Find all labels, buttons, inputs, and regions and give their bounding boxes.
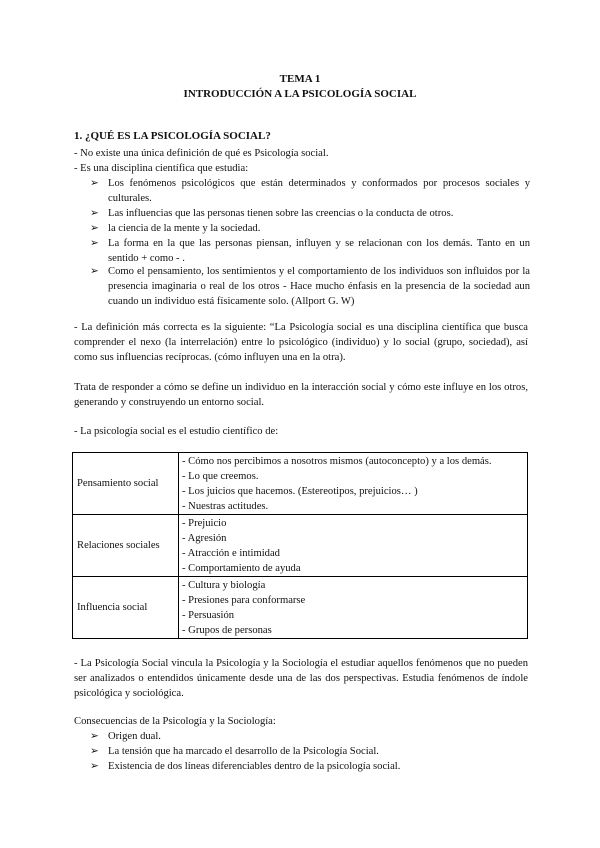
bullet-text: La forma en la que las personas piensan, influyen y se relacionan con los demás. Tanto en un sentido + como - . bbox=[108, 238, 530, 264]
list-item: - Persuasión bbox=[182, 609, 235, 621]
list-item: - Cultura y biología bbox=[182, 579, 266, 591]
bullet-arrow-icon: ➢ bbox=[90, 178, 99, 189]
section-heading: 1. ¿QUÉ ES LA PSICOLOGÍA SOCIAL? bbox=[74, 130, 271, 142]
definition-paragraph: - La definición más correcta es la siguiente: “La Psicología social es una disciplina científica que busca comprender el nexo (la interrelación) entre lo psicológico (individuo) y lo social (grupo, sociedad), así como sus influencias recíprocas. (cómo influyen una en la otra). bbox=[74, 322, 528, 363]
bullet-item bbox=[90, 729, 530, 744]
bullet-text: La tensión que ha marcado el desarrollo de la Psicología Social. bbox=[108, 746, 379, 757]
list-item: - Cómo nos percibimos a nosotros mismos (autoconcepto) y a los demás. bbox=[182, 455, 492, 467]
paragraph-vincula: - La Psicología Social vincula la Psicología y la Sociología el estudiar aquellos fenómenos que no pueden ser analizados o entendidos únicamente desde una de las dos perspectivas. Estudia fenómenos de índole psicológica y sociológica. bbox=[74, 658, 528, 699]
row-label: Pensamiento social bbox=[73, 453, 179, 515]
table-row bbox=[73, 577, 528, 639]
bullet-arrow-icon: ➢ bbox=[90, 223, 99, 234]
list-item: - Atracción e intimidad bbox=[182, 547, 280, 559]
bullet-item bbox=[90, 264, 530, 309]
bullet-text: la ciencia de la mente y la sociedad. bbox=[108, 223, 261, 234]
list-item: - Agresión bbox=[182, 532, 227, 544]
bullet-text: Las influencias que las personas tienen sobre las creencias o la conducta de otros. bbox=[108, 208, 454, 219]
bullet-item bbox=[90, 759, 530, 774]
bullet-arrow-icon: ➢ bbox=[90, 208, 99, 219]
list-item: - Grupos de personas bbox=[182, 624, 272, 636]
list-item: - Los juicios que hacemos. (Estereotipos, prejuicios… ) bbox=[182, 485, 418, 497]
row-items bbox=[179, 577, 528, 639]
row-items bbox=[179, 515, 528, 577]
bullet-arrow-icon: ➢ bbox=[90, 238, 99, 249]
bullet-arrow-icon: ➢ bbox=[90, 761, 99, 772]
table-row bbox=[73, 453, 528, 515]
list-item: - Comportamiento de ayuda bbox=[182, 562, 301, 574]
list-item: - Lo que creemos. bbox=[182, 470, 259, 482]
list-item: - Presiones para conformarse bbox=[182, 594, 306, 606]
paragraph-trata: Trata de responder a cómo se define un individuo en la interacción social y cómo este influye en los otros, generando y construyendo un entorno social. bbox=[74, 382, 528, 408]
intro-line-1: - No existe una única definición de qué es Psicología social. bbox=[74, 148, 329, 159]
table-row bbox=[73, 515, 528, 577]
bullet-text: Como el pensamiento, los sentimientos y el comportamiento de los individuos son influidos por la presencia imaginaria o real de los otros - Hace mucho énfasis en la presencia de la sociedad aun cuando un individuo está físicamente solo. (Allport G. W) bbox=[108, 266, 530, 307]
doc-title-line1: TEMA 1 bbox=[279, 73, 321, 85]
list-item: - Prejuicio bbox=[182, 517, 227, 529]
list-item: - Nuestras actitudes. bbox=[182, 500, 269, 512]
bullet-arrow-icon: ➢ bbox=[90, 731, 99, 742]
consecuencias-heading: Consecuencias de la Psicología y la Sociología: bbox=[74, 716, 276, 727]
intro-line-2: - Es una disciplina científica que estudia: bbox=[74, 163, 249, 174]
bullet-item bbox=[90, 744, 530, 759]
bullet-text: Existencia de dos líneas diferenciables dentro de la psicología social. bbox=[108, 761, 401, 772]
bullet-item bbox=[90, 221, 530, 236]
row-label: Influencia social bbox=[73, 577, 179, 639]
row-label: Relaciones sociales bbox=[73, 515, 179, 577]
bullet-text: Los fenómenos psicológicos que están determinados y conformados por procesos sociales y culturales. bbox=[108, 178, 530, 204]
bullet-item bbox=[90, 176, 530, 206]
doc-title-line2: INTRODUCCIÓN A LA PSICOLOGÍA SOCIAL bbox=[183, 88, 417, 100]
topics-table bbox=[72, 452, 528, 639]
row-items bbox=[179, 453, 528, 515]
bullet-arrow-icon: ➢ bbox=[90, 266, 99, 277]
paragraph-estudio: - La psicología social es el estudio científico de: bbox=[74, 426, 279, 437]
bullet-text: Origen dual. bbox=[108, 731, 161, 742]
bullet-arrow-icon: ➢ bbox=[90, 746, 99, 757]
bullet-item bbox=[90, 206, 530, 221]
bullet-item bbox=[90, 236, 530, 266]
